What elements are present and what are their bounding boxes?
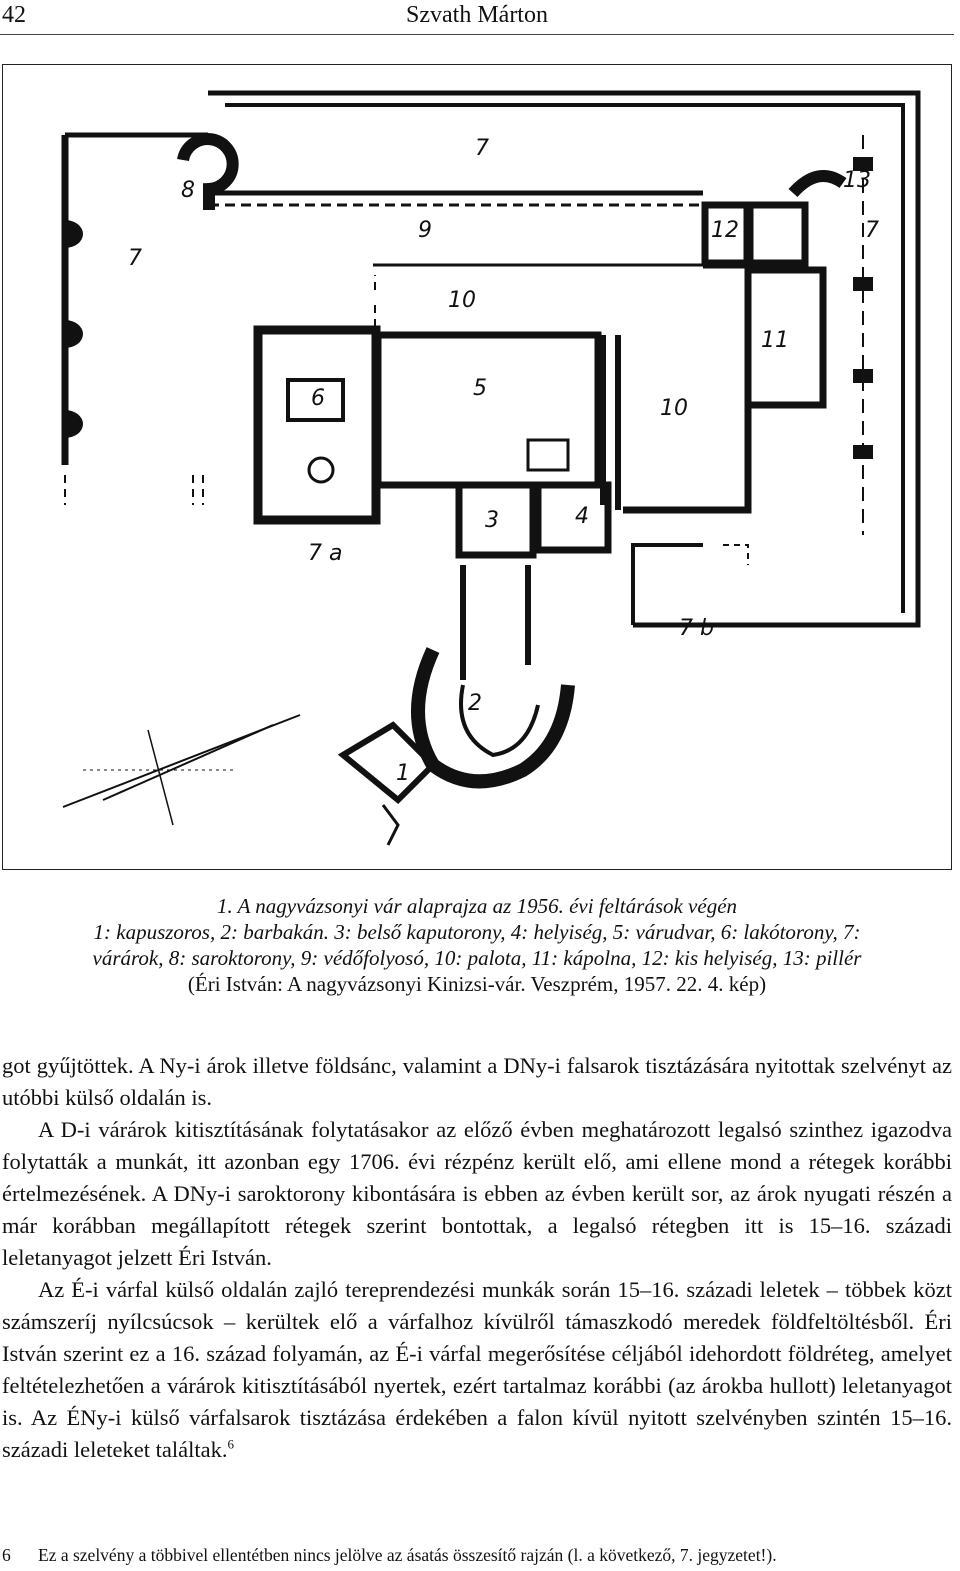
paragraph-text: Az É-i várfal külső oldalán zajló tereprendezési munkák során 15–16. századi leletek – többek közt számszeríj nyílcsúcsok – kerültek elő a várfalhoz kívülről támaszkodó meredek földfeltöltésből. Éri István szerint ez a 16. század folyamán, az É-i várfal megerősítése céljából idehordott földréteg, amelyet feltételezhetően a várárok kitisztításából nyertek, ezért tartalmaz korábbi (az árokba hullott) leletanyagot is. Az ÉNy-i külső várfalsarok tisztázása érdekében a falon kívül nyitott szelvényben szintén 15–16. századi leleteket találtak. — [2, 1277, 952, 1462]
plan-label: 7 — [865, 218, 879, 243]
floor-plan-drawing — [3, 65, 950, 868]
figure-caption — [0, 893, 954, 997]
caption-legend-line: várárok, 8: saroktorony, 9: védőfolyosó, 10: palota, 11: kápolna, 12: kis helyiség, 13: pillér — [92, 946, 862, 970]
running-header — [0, 0, 954, 35]
plan-label: 1 — [396, 761, 410, 786]
plan-label: 10 — [660, 396, 688, 421]
plan-label: 4 — [575, 504, 589, 529]
footnote-reference: 6 — [227, 1436, 234, 1452]
plan-label: 13 — [843, 168, 871, 193]
plan-label: 6 — [311, 386, 325, 411]
plan-label: 7 — [475, 136, 489, 161]
plan-label: 8 — [181, 178, 195, 203]
footnote-number: 6 — [2, 1545, 11, 1565]
footnote-text: Ez a szelvény a többivel ellentétben nincs jelölve az ásatás összesítő rajzán (l. a következő, 7. jegyzetet!). — [38, 1545, 777, 1565]
paragraph — [2, 1274, 952, 1466]
plan-label: 3 — [485, 508, 499, 533]
caption-source: (Éri István: A nagyvázsonyi Kinizsi-vár. Veszprém, 1957. 22. 4. kép) — [187, 972, 767, 996]
plan-label: 5 — [473, 376, 487, 401]
plan-label: 7 a — [308, 541, 343, 566]
paragraph: got gyűjtöttek. A Ny-i árok illetve földsánc, valamint a DNy-i falsarok tisztázására nyitottak szelvényt az utóbbi külső oldalán is. — [2, 1053, 952, 1110]
running-title: Szvath Márton — [406, 2, 548, 28]
plan-label: 10 — [448, 288, 476, 313]
plan-label: 7 — [128, 246, 142, 271]
caption-title: 1. A nagyvázsonyi vár alaprajza az 1956. évi feltárások végén — [216, 894, 738, 918]
castle-floor-plan-figure — [2, 64, 952, 870]
plan-label: 7 b — [679, 616, 714, 641]
footnote — [2, 1543, 954, 1567]
plan-label: 11 — [761, 328, 789, 353]
plan-label: 9 — [418, 218, 432, 243]
body-text — [2, 1050, 952, 1466]
plan-label: 2 — [468, 691, 482, 716]
page-number: 42 — [2, 2, 26, 28]
plan-label: 12 — [711, 218, 739, 243]
caption-legend-line: 1: kapuszoros, 2: barbakán. 3: belső kaputorony, 4: helyiség, 5: várudvar, 6: lakótorony, 7: — [93, 920, 861, 944]
paragraph: A D-i várárok kitisztításának folytatásakor az előző évben meghatározott legalsó szinthez igazodva folytatták a munkát, itt azonban egy 1706. évi rézpénz került elő, ami ellene mond a rétegek korábbi értelmezésének. A DNy-i saroktorony kibontására is ebben az évben került sor, az árok nyugati részén a már korábban megállapított rétegek szerint bontottak, a legalsó rétegben itt is 15–16. századi leletanyagot jelzett Éri István. — [2, 1117, 952, 1270]
